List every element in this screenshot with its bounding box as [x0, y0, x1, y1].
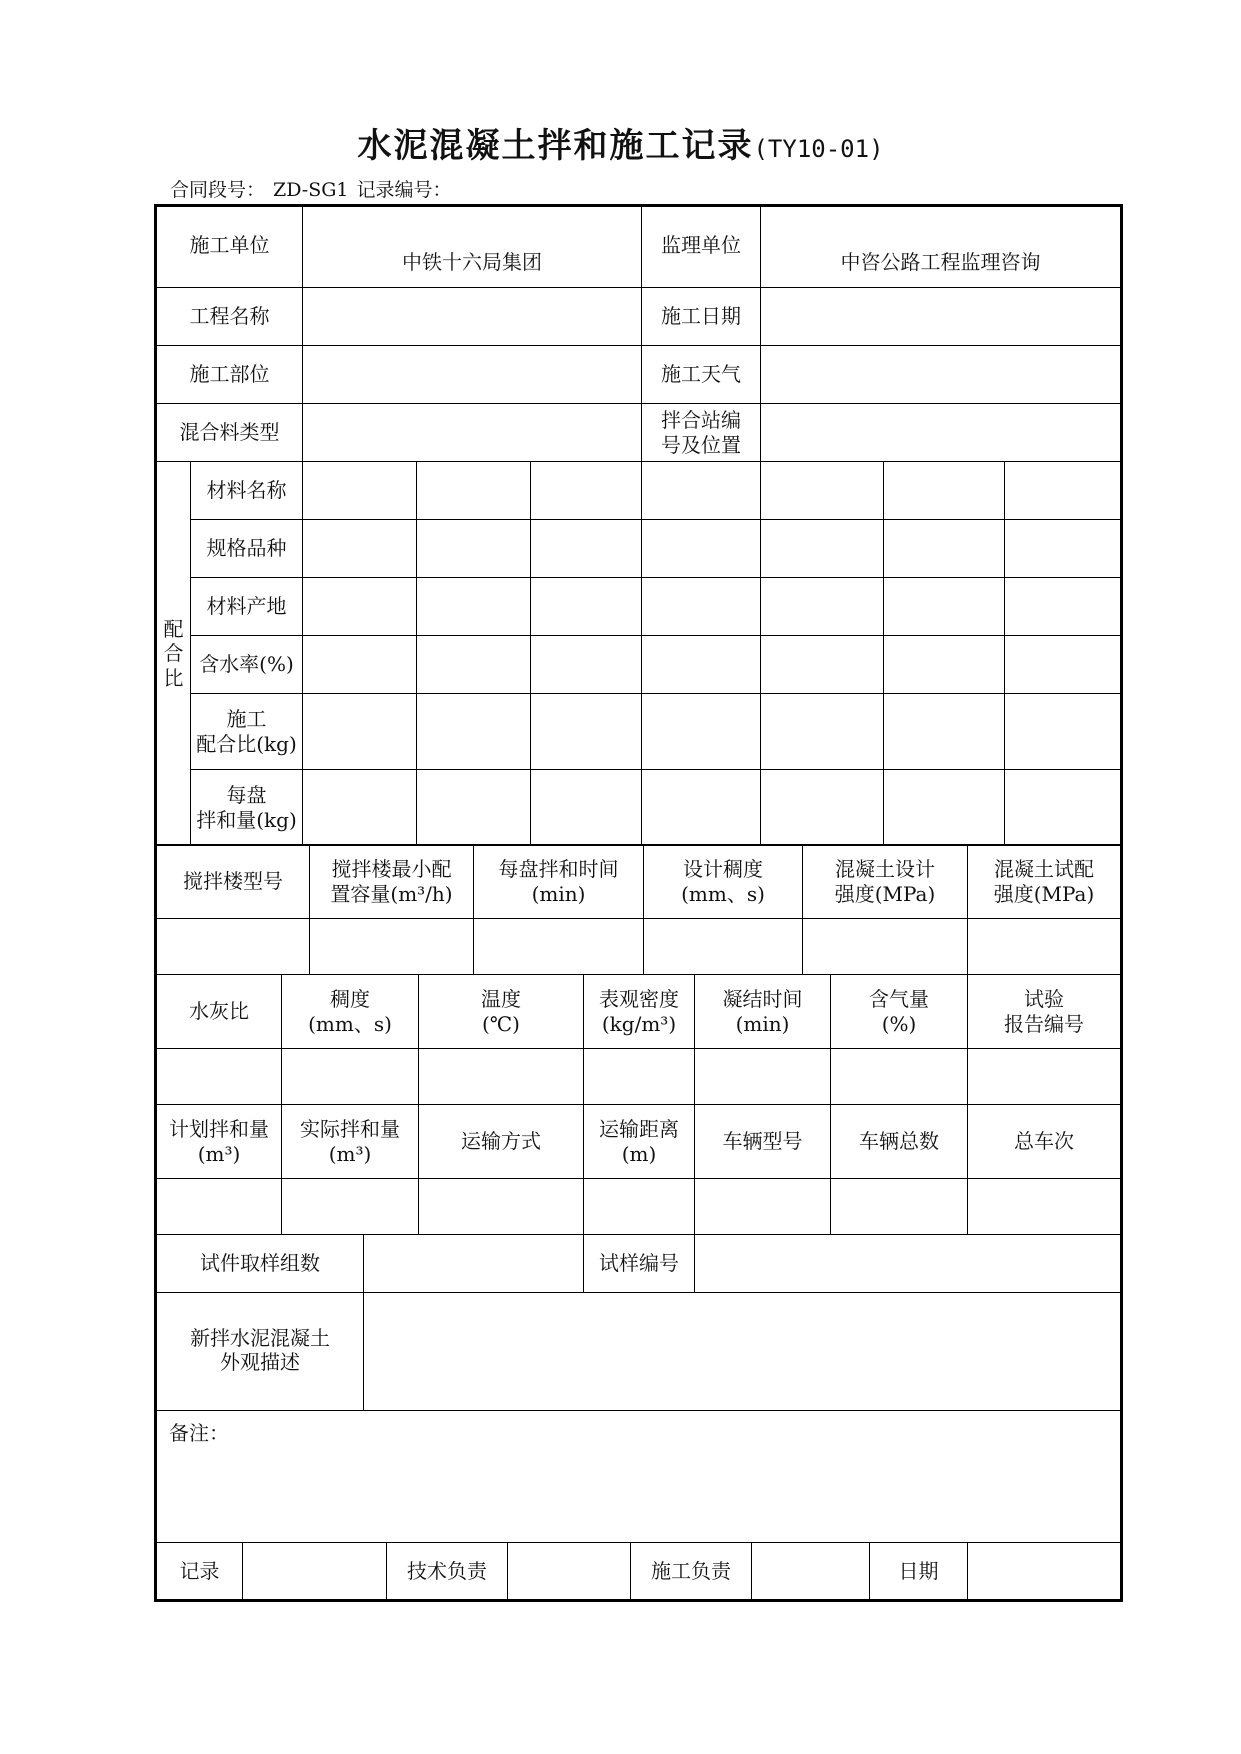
moisture-cell[interactable] — [531, 636, 642, 694]
construction-lead-signature-field[interactable] — [752, 1543, 870, 1601]
per-batch-label — [191, 770, 303, 846]
batch-time-line-1: 每盘拌和时间 — [498, 857, 619, 882]
construction-date-label: 施工日期 — [642, 288, 761, 346]
trial-strength-field[interactable] — [968, 919, 1122, 975]
air-content-line-2: (%) — [881, 1011, 917, 1036]
consistency-line-2: (mm、s) — [308, 1011, 392, 1036]
moisture-cell[interactable] — [884, 636, 1005, 694]
consistency-label — [282, 975, 419, 1049]
recorder-label: 记录 — [156, 1543, 243, 1601]
batch-time-line-2: (min) — [531, 881, 586, 906]
wc-ratio-field[interactable] — [156, 1049, 282, 1105]
spec-variety-label: 规格品种 — [191, 520, 303, 578]
material-origin-cell[interactable] — [761, 578, 884, 636]
design-strength-label — [803, 845, 968, 919]
date-label: 日期 — [870, 1543, 968, 1601]
document-subheader — [170, 175, 460, 202]
transport-mode-field[interactable] — [419, 1179, 584, 1235]
date-field[interactable] — [968, 1543, 1122, 1601]
transport-distance-line-1: 运输距离 — [599, 1117, 679, 1142]
mix-type-field[interactable] — [303, 404, 642, 462]
per-batch-line-2: 拌和量(kg) — [196, 807, 297, 832]
contract-label: 合同段号： — [170, 179, 266, 201]
spec-variety-cell[interactable] — [303, 520, 417, 578]
per-batch-cell[interactable] — [761, 770, 884, 846]
vehicle-model-label: 车辆型号 — [695, 1105, 831, 1179]
material-name-cell[interactable] — [417, 462, 531, 520]
air-content-line-1: 含气量 — [869, 987, 929, 1012]
setting-time-line-1: 凝结时间 — [722, 987, 803, 1012]
construction-ratio-cell[interactable] — [884, 694, 1005, 770]
appearance-line-2: 外观描述 — [220, 1350, 300, 1375]
material-origin-cell[interactable] — [642, 578, 761, 636]
form-code: (TY10-01) — [753, 135, 884, 163]
report-no-label — [968, 975, 1122, 1049]
construction-part-label: 施工部位 — [156, 346, 303, 404]
material-name-cell[interactable] — [884, 462, 1005, 520]
density-line-2: (kg/m³) — [601, 1011, 677, 1036]
design-consistency-field[interactable] — [644, 919, 803, 975]
construction-date-field[interactable] — [761, 288, 1122, 346]
temperature-line-2: (℃) — [482, 1011, 520, 1036]
design-consistency-line-1: 设计稠度 — [683, 857, 763, 882]
signature-table — [154, 1542, 1123, 1602]
min-capacity-field[interactable] — [310, 919, 474, 975]
per-batch-cell[interactable] — [303, 770, 417, 846]
recorder-signature-field[interactable] — [243, 1543, 387, 1601]
mixer-table — [154, 844, 1123, 975]
construction-part-field[interactable] — [303, 346, 642, 404]
per-batch-cell[interactable] — [884, 770, 1005, 846]
material-name-cell[interactable] — [1005, 462, 1122, 520]
material-name-label: 材料名称 — [191, 462, 303, 520]
planned-volume-line-1: 计划拌和量 — [169, 1117, 269, 1142]
moisture-label: 含水率(%) — [191, 636, 303, 694]
material-name-cell[interactable] — [642, 462, 761, 520]
trial-strength-label — [968, 845, 1122, 919]
air-content-field[interactable] — [831, 1049, 968, 1105]
mix-type-label: 混合料类型 — [156, 404, 303, 462]
supervision-unit-label: 监理单位 — [642, 206, 761, 288]
construction-unit-label: 施工单位 — [156, 206, 303, 288]
material-name-cell[interactable] — [531, 462, 642, 520]
material-origin-cell[interactable] — [417, 578, 531, 636]
setting-time-field[interactable] — [695, 1049, 831, 1105]
vehicle-total-field[interactable] — [831, 1179, 968, 1235]
per-batch-cell[interactable] — [1005, 770, 1122, 846]
per-batch-cell[interactable] — [417, 770, 531, 846]
material-origin-label: 材料产地 — [191, 578, 303, 636]
trial-strength-line-1: 混凝土试配 — [994, 857, 1094, 882]
appearance-line-1: 新拌水泥混凝土 — [190, 1326, 330, 1350]
min-capacity-line-1: 搅拌楼最小配 — [331, 857, 452, 882]
construction-lead-label: 施工负责 — [631, 1543, 752, 1601]
temperature-field[interactable] — [419, 1049, 584, 1105]
properties-table — [154, 974, 1123, 1235]
station-label-line-1: 拌合站编 — [661, 408, 741, 433]
construction-ratio-cell[interactable] — [642, 694, 761, 770]
info-and-mix-table — [154, 204, 1123, 846]
moisture-cell[interactable] — [1005, 636, 1122, 694]
transport-distance-label — [584, 1105, 695, 1179]
report-no-field[interactable] — [968, 1049, 1122, 1105]
trial-strength-line-2: 强度(MPa) — [993, 881, 1095, 906]
project-name-field[interactable] — [303, 288, 642, 346]
design-consistency-label — [644, 845, 803, 919]
mix-ratio-char-1: 配 — [163, 616, 184, 641]
mix-ratio-char-3: 比 — [163, 665, 184, 690]
temperature-line-1: 温度 — [481, 987, 521, 1012]
min-capacity-line-2: 置容量(m³/h) — [330, 881, 453, 906]
mix-ratio-char-2: 合 — [163, 641, 184, 666]
total-trips-label: 总车次 — [968, 1105, 1122, 1179]
consistency-line-1: 稠度 — [330, 987, 370, 1012]
sample-group-count-label: 试件取样组数 — [156, 1235, 364, 1293]
design-strength-line-1: 混凝土设计 — [835, 857, 935, 882]
construction-unit-value: 中铁十六局集团 — [303, 206, 642, 288]
batch-time-label — [474, 845, 644, 919]
actual-volume-label — [282, 1105, 419, 1179]
sample-number-field[interactable] — [695, 1235, 1122, 1293]
construction-ratio-line-1: 施工 — [226, 707, 267, 732]
construction-ratio-cell[interactable] — [417, 694, 531, 770]
planned-volume-line-2: (m³) — [197, 1141, 241, 1166]
density-label — [584, 975, 695, 1049]
moisture-cell[interactable] — [642, 636, 761, 694]
per-batch-cell[interactable] — [531, 770, 642, 846]
material-origin-cell[interactable] — [884, 578, 1005, 636]
design-strength-line-2: 强度(MPa) — [834, 881, 936, 906]
total-trips-field[interactable] — [968, 1179, 1122, 1235]
actual-volume-line-2: (m³) — [328, 1141, 372, 1166]
station-label-line-2: 号及位置 — [661, 432, 741, 457]
report-no-line-2: 报告编号 — [1004, 1011, 1084, 1036]
material-name-cell[interactable] — [303, 462, 417, 520]
spec-variety-cell[interactable] — [417, 520, 531, 578]
transport-mode-label: 运输方式 — [419, 1105, 584, 1179]
per-batch-line-1: 每盘 — [226, 783, 267, 808]
mixer-model-field[interactable] — [156, 919, 310, 975]
transport-distance-line-2: (m) — [621, 1141, 657, 1166]
moisture-cell[interactable] — [761, 636, 884, 694]
title-main: 水泥混凝土拌和施工记录 — [357, 126, 754, 166]
supervision-unit-value: 中咨公路工程监理咨询 — [761, 206, 1122, 288]
design-strength-field[interactable] — [803, 919, 968, 975]
min-capacity-label — [310, 845, 474, 919]
construction-ratio-cell[interactable] — [1005, 694, 1122, 770]
samples-table — [154, 1234, 1123, 1543]
appearance-label — [156, 1293, 364, 1411]
spec-variety-cell[interactable] — [761, 520, 884, 578]
spec-variety-cell[interactable] — [642, 520, 761, 578]
vehicle-total-label: 车辆总数 — [831, 1105, 968, 1179]
sample-number-label: 试样编号 — [584, 1235, 695, 1293]
sample-group-count-field[interactable] — [364, 1235, 584, 1293]
report-no-line-1: 试验 — [1024, 987, 1064, 1012]
construction-ratio-label — [191, 694, 303, 770]
moisture-cell[interactable] — [303, 636, 417, 694]
material-origin-cell[interactable] — [531, 578, 642, 636]
actual-volume-line-1: 实际拌和量 — [300, 1117, 400, 1142]
construction-weather-label: 施工天气 — [642, 346, 761, 404]
spec-variety-cell[interactable] — [531, 520, 642, 578]
project-name-label: 工程名称 — [156, 288, 303, 346]
density-field[interactable] — [584, 1049, 695, 1105]
material-origin-cell[interactable] — [1005, 578, 1122, 636]
construction-ratio-cell[interactable] — [531, 694, 642, 770]
document-title — [0, 118, 1241, 167]
actual-volume-field[interactable] — [282, 1179, 419, 1235]
transport-distance-field[interactable] — [584, 1179, 695, 1235]
planned-volume-field[interactable] — [156, 1179, 282, 1235]
density-line-1: 表观密度 — [599, 987, 679, 1012]
appearance-field[interactable] — [364, 1293, 1122, 1411]
construction-ratio-line-2: 配合比(kg) — [196, 731, 297, 756]
consistency-field[interactable] — [282, 1049, 419, 1105]
remarks-area[interactable] — [156, 1411, 1122, 1543]
technical-lead-signature-field[interactable] — [508, 1543, 631, 1601]
spec-variety-cell[interactable] — [884, 520, 1005, 578]
technical-lead-label: 技术负责 — [387, 1543, 508, 1601]
temperature-label — [419, 975, 584, 1049]
contract-value: ZD-SG1 — [273, 179, 349, 201]
vehicle-model-field[interactable] — [695, 1179, 831, 1235]
spec-variety-cell[interactable] — [1005, 520, 1122, 578]
wc-ratio-label: 水灰比 — [156, 975, 282, 1049]
setting-time-label — [695, 975, 831, 1049]
construction-weather-field[interactable] — [761, 346, 1122, 404]
mixer-model-label: 搅拌楼型号 — [156, 845, 310, 919]
material-name-cell[interactable] — [761, 462, 884, 520]
remarks-label: 备注： — [169, 1421, 229, 1445]
mix-ratio-section-label — [156, 462, 191, 846]
construction-ratio-cell[interactable] — [761, 694, 884, 770]
station-field[interactable] — [761, 404, 1122, 462]
moisture-cell[interactable] — [417, 636, 531, 694]
material-origin-cell[interactable] — [303, 578, 417, 636]
batch-time-field[interactable] — [474, 919, 644, 975]
record-number-label: 记录编号： — [356, 179, 452, 201]
per-batch-cell[interactable] — [642, 770, 761, 846]
air-content-label — [831, 975, 968, 1049]
construction-ratio-cell[interactable] — [303, 694, 417, 770]
design-consistency-line-2: (mm、s) — [681, 881, 765, 906]
setting-time-line-2: (min) — [735, 1011, 790, 1036]
station-label — [642, 404, 761, 462]
planned-volume-label — [156, 1105, 282, 1179]
